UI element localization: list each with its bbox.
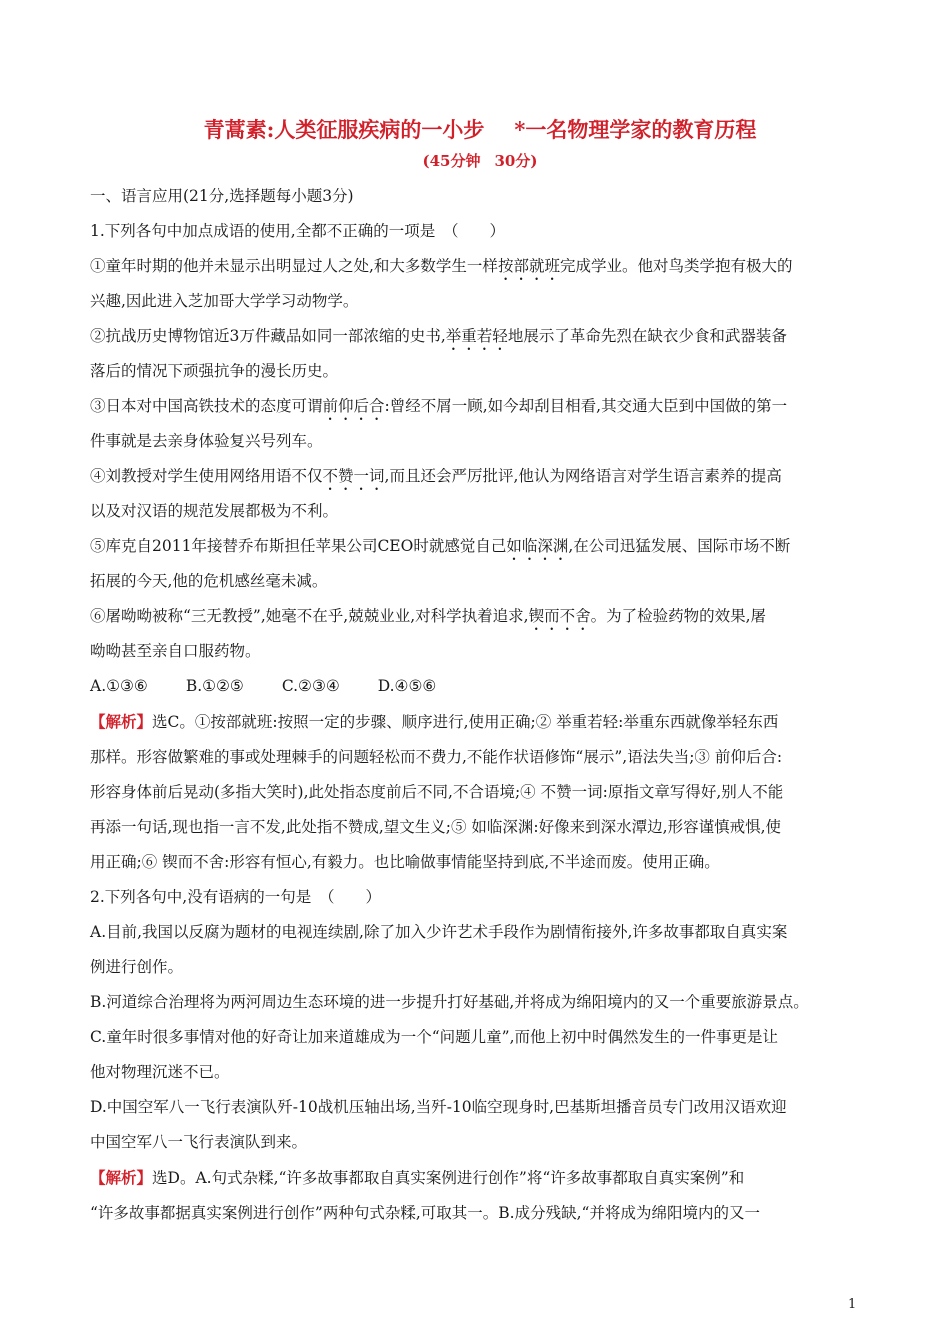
question-1-options (90, 669, 870, 704)
question-2-stem: 2.下列各句中,没有语病的一句是 （ ） (90, 888, 381, 906)
analysis-2-line: “许多故事都据真实案例进行创作”两种句式杂糅,可取其一。B.成分残缺,“并将成为绵阳境内的又一 (90, 1204, 760, 1222)
question-1-stem: 1.下列各句中加点成语的使用,全都不正确的一项是 （ ） (90, 222, 505, 240)
dotted-idiom: 举重若轻 (445, 327, 508, 345)
analysis-tag: 【解析】 (90, 712, 153, 731)
question-2-line: C.童年时很多事情对他的好奇让加来道雄成为一个“问题儿童”,而他上初中时偶然发生的一件事更是让 (90, 1028, 779, 1046)
sentence-6: ⑥屠呦呦被称“三无教授”,她毫不在乎,兢兢业业,对科学执着追求,锲而不舍。为了检验药物的效果,屠 (90, 607, 767, 625)
sentence-5: ⑤库克自2011年接替乔布斯担任苹果公司CEO时就感觉自己如临深渊,在公司迅猛发展、国际市场不断 (90, 537, 791, 555)
sentence-3: ③日本对中国高铁技术的态度可谓前仰后合:曾经不屑一顾,如今却刮目相看,其交通大臣到中国做的第一 (90, 397, 788, 415)
subtitle-score: 30分) (494, 152, 538, 170)
question-2-line: B.河道综合治理将为两河周边生态环境的进一步提升打好基础,并将成为绵阳境内的又一个重要旅游景点。 (90, 993, 809, 1011)
analysis-1-line: 【解析】选C。①按部就班:按照一定的步骤、顺序进行,使用正确;② 举重若轻:举重东西就像举轻东西 (90, 712, 779, 731)
analysis-1-line: 再添一句话,现也指一言不发,此处指不赞成,望文生义;⑤ 如临深渊:好像来到深水潭边,形容谨慎戒惧,使 (90, 818, 782, 836)
dotted-idiom: 如临深渊 (506, 537, 569, 555)
page-title (90, 115, 870, 145)
dotted-idiom: 锲而不舍 (528, 607, 591, 625)
option-b: B.①②⑤ (185, 677, 244, 695)
option-a: A.①③⑥ (90, 677, 148, 695)
subtitle-time: (45分钟 (422, 152, 481, 170)
sentence-3-cont: 件事就是去亲身体验复兴号列车。 (90, 432, 323, 450)
sentence-2: ②抗战历史博物馆近3万件藏品如同一部浓缩的史书,举重若轻地展示了革命先烈在缺衣少食和武器装备 (90, 327, 787, 345)
dotted-idiom: 不赞一词 (322, 467, 385, 485)
question-2-line: 中国空军八一飞行表演队到来。 (90, 1133, 308, 1151)
sentence-6-cont: 呦呦甚至亲自口服药物。 (90, 642, 261, 660)
analysis-tag: 【解析】 (90, 1168, 153, 1187)
title-part-2: *一名物理学家的教育历程 (514, 117, 757, 142)
option-d: D.④⑤⑥ (377, 677, 437, 695)
question-2-line: 他对物理沉迷不已。 (90, 1063, 230, 1081)
page-content (90, 115, 870, 1231)
sentence-4-cont: 以及对汉语的规范发展都极为不利。 (90, 502, 339, 520)
page-number: 1 (848, 1297, 857, 1312)
page-subtitle (90, 149, 870, 173)
sentence-1-cont: 兴趣,因此进入芝加哥大学学习动物学。 (90, 292, 359, 310)
analysis-1-line: 那样。形容做繁难的事或处理棘手的问题轻松而不费力,不能作状语修饰“展示”,语法失当;③ 前仰后合: (90, 748, 783, 766)
analysis-1-line: 用正确;⑥ 锲而不舍:形容有恒心,有毅力。也比喻做事情能坚持到底,不半途而废。使用正确。 (90, 853, 720, 871)
title-part-1: 青蒿素:人类征服疾病的一小步 (203, 117, 485, 142)
sentence-4: ④刘教授对学生使用网络用语不仅不赞一词,而且还会严厉批评,他认为网络语言对学生语言素养的提高 (90, 467, 782, 485)
section-heading: 一、语言应用(21分,选择题每小题3分) (90, 187, 354, 205)
question-2-line: D.中国空军八一飞行表演队歼-10战机压轴出场,当歼-10临空现身时,巴基斯坦播音员专门改用汉语欢迎 (90, 1098, 787, 1116)
dotted-idiom: 按部就班 (497, 257, 560, 275)
question-2-line: A.目前,我国以反腐为题材的电视连续剧,除了加入少许艺术手段作为剧情衔接外,许多故事都取自真实案 (90, 923, 788, 941)
analysis-2-line: 【解析】选D。A.句式杂糅,“许多故事都取自真实案例进行创作”将“许多故事都取自真实案例”和 (90, 1168, 745, 1187)
dotted-idiom: 前仰后合 (322, 397, 385, 415)
sentence-1: ①童年时期的他并未显示出明显过人之处,和大多数学生一样按部就班完成学业。他对鸟类学抱有极大的 (90, 257, 793, 275)
sentence-2-cont: 落后的情况下顽强抗争的漫长历史。 (90, 362, 339, 380)
option-c: C.②③④ (281, 677, 340, 695)
sentence-5-cont: 拓展的今天,他的危机感丝毫未减。 (90, 572, 328, 590)
analysis-1-line: 形容身体前后晃动(多指大笑时),此处指态度前后不同,不合语境;④ 不赞一词:原指文章写得好,别人不能 (90, 783, 784, 801)
question-2-line: 例进行创作。 (90, 958, 184, 976)
